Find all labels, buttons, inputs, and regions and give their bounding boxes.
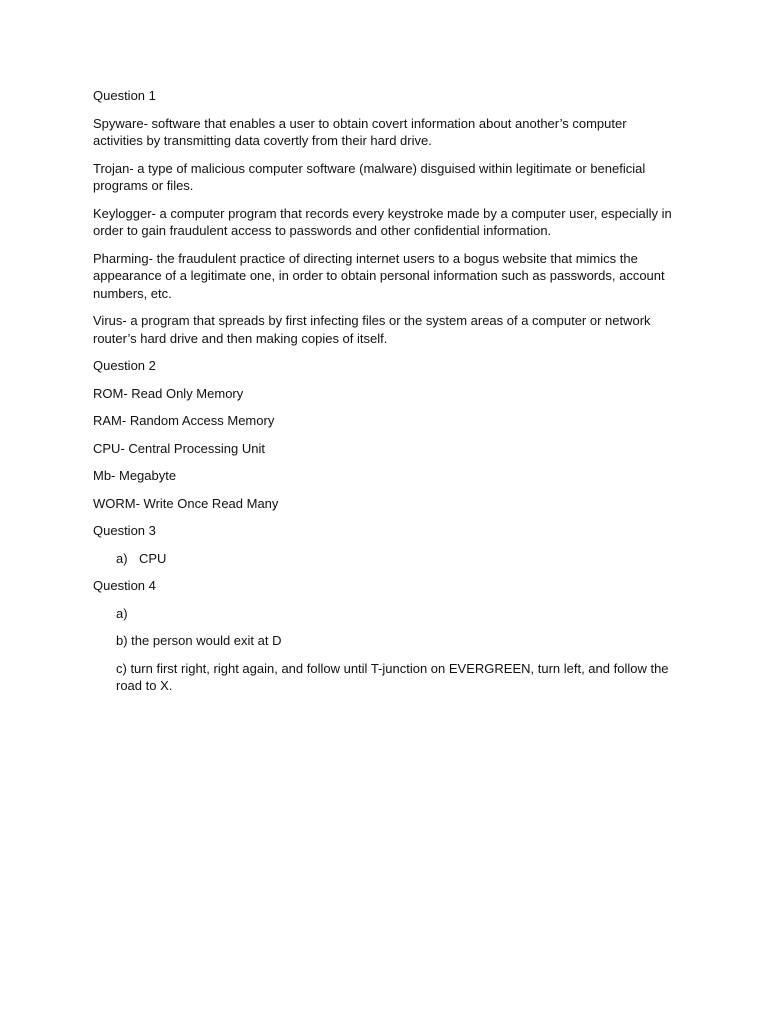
worm-acronym: WORM- Write Once Read Many xyxy=(93,495,279,511)
document-body xyxy=(93,87,678,705)
question-4-heading: Question 4 xyxy=(93,578,156,593)
pharming-definition: Pharming- the fraudulent practice of directing internet users to a bogus website that mimics the appearance of a legitimate one, in order to obtain personal information such as passwords, account numbers, etc. xyxy=(93,250,665,301)
spyware-definition: Spyware- software that enables a user to obtain covert information about another’s computer activities by transmitting data covertly from their hard drive. xyxy=(93,115,627,148)
list-marker: a) xyxy=(116,550,128,566)
question-1-heading: Question 1 xyxy=(93,88,156,103)
list-item-text: CPU xyxy=(139,550,167,566)
cpu-acronym: CPU- Central Processing Unit xyxy=(93,440,265,456)
ram-acronym: RAM- Random Access Memory xyxy=(93,413,275,428)
keylogger-definition: Keylogger- a computer program that records every keystroke made by a computer user, especially in order to gain fraudulent access to passwords and other confidential information. xyxy=(93,205,672,238)
question-3-answer-a xyxy=(116,550,678,568)
rom-acronym: ROM- Read Only Memory xyxy=(93,385,244,401)
question-4-answer-a: a) xyxy=(116,605,128,621)
virus-definition: Virus- a program that spreads by first infecting files or the system areas of a computer or network router’s hard drive and then making copies of itself. xyxy=(93,313,651,346)
question-4-answer-b: b) the person would exit at D xyxy=(116,633,282,648)
question-4-answer-c: c) turn first right, right again, and follow until T-junction on EVERGREEN, turn left, and follow the road to X. xyxy=(116,660,669,693)
mb-acronym: Mb- Megabyte xyxy=(93,468,177,483)
question-2-heading: Question 2 xyxy=(93,358,156,373)
trojan-definition: Trojan- a type of malicious computer software (malware) disguised within legitimate or beneficial programs or files. xyxy=(93,160,646,193)
question-3-heading: Question 3 xyxy=(93,523,156,538)
